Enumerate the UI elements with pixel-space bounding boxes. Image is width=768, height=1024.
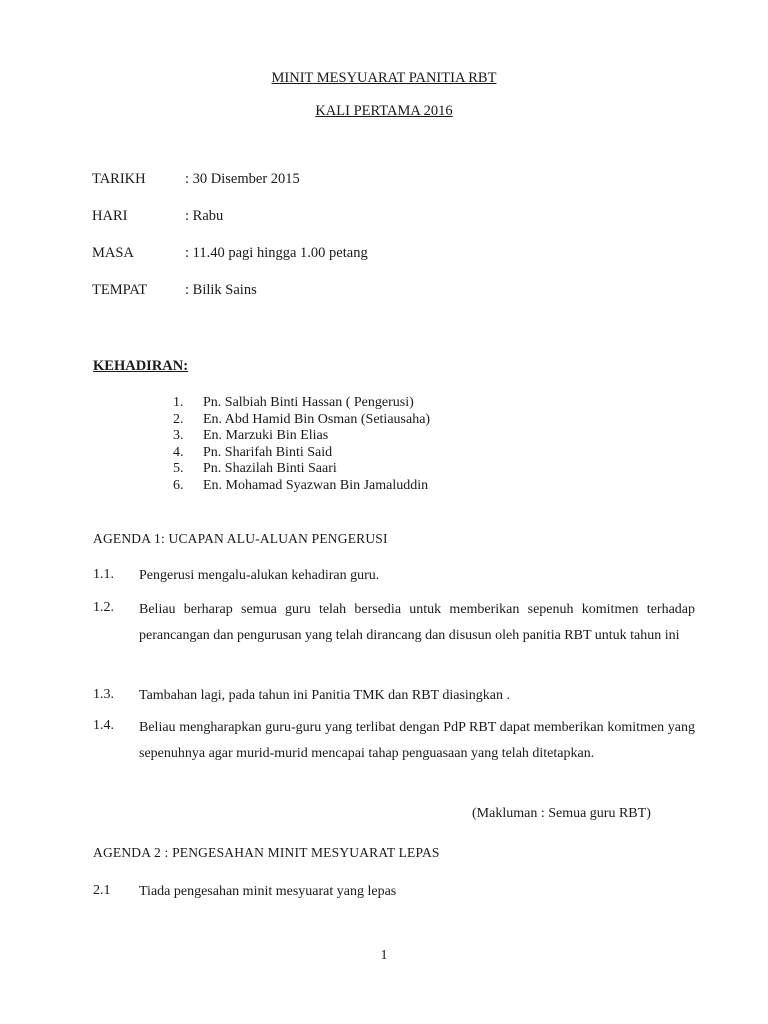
- item-number: 1.3.: [93, 687, 114, 702]
- attendee-number: 4.: [173, 445, 184, 460]
- attendee-number: 5.: [173, 461, 184, 476]
- agenda1-item: [0, 715, 768, 793]
- page-title: MINIT MESYUARAT PANITIA RBT: [271, 70, 497, 86]
- item-text: Tiada pengesahan minit mesyuarat yang lepas: [139, 884, 397, 899]
- info-label: MASA: [92, 245, 134, 261]
- attendee-item: [0, 427, 768, 444]
- agenda1-heading: AGENDA 1: UCAPAN ALU-ALUAN PENGERUSI: [93, 531, 388, 546]
- info-label: HARI: [92, 208, 128, 224]
- attendee-number: 2.: [173, 412, 184, 427]
- item-number: 1.2.: [93, 600, 114, 615]
- attendee-item: [0, 477, 768, 494]
- info-row-tarikh: [0, 171, 768, 191]
- attendee-number: 1.: [173, 395, 184, 410]
- info-label: TARIKH: [92, 171, 146, 187]
- page-subtitle: KALI PERTAMA 2016: [315, 103, 453, 119]
- info-value: : 30 Disember 2015: [185, 171, 300, 187]
- item-text: Tambahan lagi, pada tahun ini Panitia TMK dan RBT diasingkan .: [139, 688, 510, 703]
- item-number: 1.1.: [93, 567, 114, 582]
- attendee-item: [0, 411, 768, 428]
- page-number: 1: [380, 948, 388, 963]
- attendee-name: Pn. Salbiah Binti Hassan ( Pengerusi): [203, 395, 414, 410]
- attendee-item: [0, 444, 768, 461]
- item-number: 1.4.: [93, 718, 114, 733]
- info-row-tempat: [0, 282, 768, 302]
- item-text: Pengerusi mengalu-alukan kehadiran guru.: [139, 568, 380, 583]
- attendee-name: En. Marzuki Bin Elias: [203, 428, 329, 443]
- attendee-name: En. Mohamad Syazwan Bin Jamaluddin: [203, 478, 429, 493]
- agenda1-note: (Makluman : Semua guru RBT): [472, 806, 651, 821]
- item-text: Beliau berharap semua guru telah bersedia untuk memberikan sepenuh komitmen terhadap perancangan dan pengurusan yang telah dirancang dan disusun oleh panitia RBT untuk tahun ini: [139, 602, 695, 643]
- info-value: : Bilik Sains: [185, 282, 257, 298]
- info-value: : Rabu: [185, 208, 224, 224]
- info-row-masa: [0, 245, 768, 265]
- agenda1-item: [0, 597, 768, 675]
- agenda2-heading: AGENDA 2 : PENGESAHAN MINIT MESYUARAT LEPAS: [93, 845, 440, 860]
- agenda2-item: [0, 883, 768, 903]
- info-label: TEMPAT: [92, 282, 148, 298]
- attendee-item: [0, 460, 768, 477]
- attendee-name: En. Abd Hamid Bin Osman (Setiausaha): [203, 412, 431, 427]
- info-row-hari: [0, 208, 768, 228]
- attendee-number: 6.: [173, 478, 184, 493]
- attendee-name: Pn. Sharifah Binti Said: [203, 445, 333, 460]
- attendee-item: [0, 394, 768, 411]
- agenda1-item: [0, 567, 768, 587]
- info-value: : 11.40 pagi hingga 1.00 petang: [185, 245, 368, 261]
- agenda1-item: [0, 687, 768, 707]
- item-text: Beliau mengharapkan guru-guru yang terlibat dengan PdP RBT dapat memberikan komitmen yang sepenuhnya agar murid-murid mencapai tahap penguasaan yang telah ditetapkan.: [139, 720, 695, 761]
- kehadiran-heading: KEHADIRAN:: [93, 358, 189, 374]
- attendee-number: 3.: [173, 428, 184, 443]
- item-number: 2.1: [93, 883, 111, 898]
- attendee-name: Pn. Shazilah Binti Saari: [203, 461, 337, 476]
